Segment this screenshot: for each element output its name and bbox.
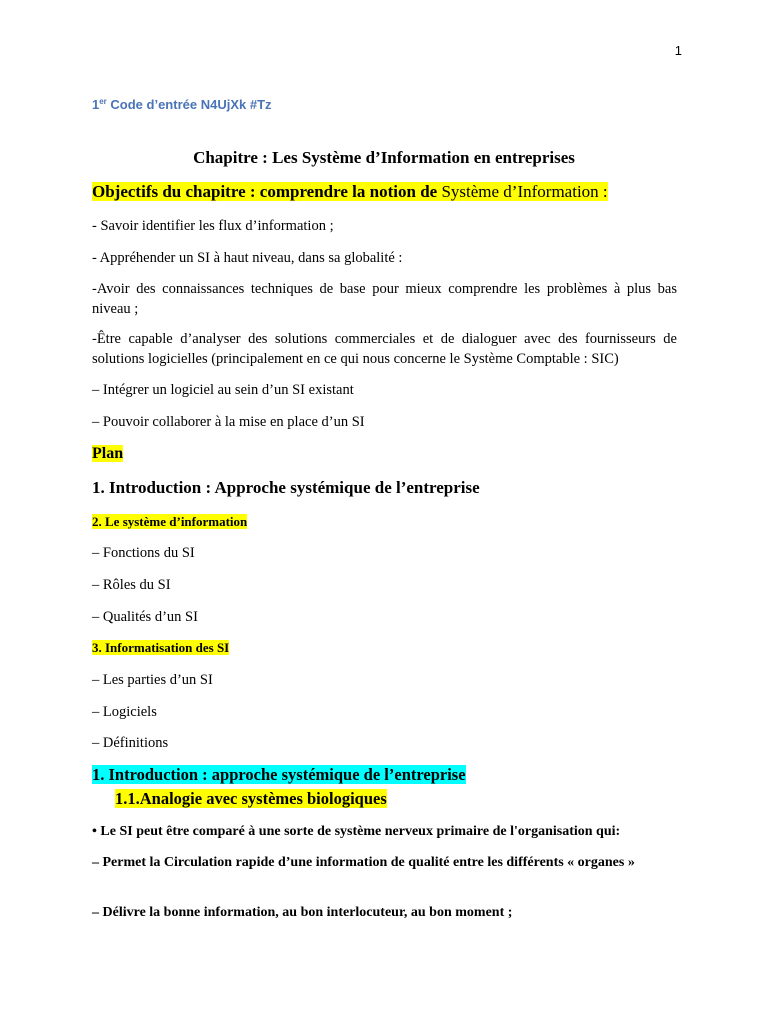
plan-list-item: – Définitions bbox=[92, 735, 169, 751]
goal-item: – Intégrer un logiciel au sein d’un SI existant bbox=[92, 382, 354, 398]
plan-list-item: – Fonctions du SI bbox=[92, 545, 195, 561]
goal-item: -Avoir des connaissances techniques de base pour mieux comprendre les problèmes à plus bas niveau ; bbox=[92, 281, 677, 317]
plan-section-2-heading: 2. Le système d’information bbox=[92, 514, 248, 529]
code-line-number: 1 bbox=[92, 97, 100, 112]
page-number: 1 bbox=[674, 43, 682, 58]
plan-list-item: – Qualités d’un SI bbox=[92, 609, 198, 625]
entry-code-line bbox=[92, 97, 272, 112]
plan-list-item: – Les parties d’un SI bbox=[92, 672, 213, 688]
objectives-bold-text: Objectifs du chapitre : comprendre la notion de bbox=[92, 182, 438, 201]
body-paragraph: • Le SI peut être comparé à une sorte de système nerveux primaire de l'organisation qui: bbox=[92, 824, 621, 839]
plan-list-item: – Logiciels bbox=[92, 704, 157, 720]
body-paragraph: – Délivre la bonne information, au bon interlocuteur, au bon moment ; bbox=[92, 905, 513, 920]
plan-intro-heading: 1. Introduction : Approche systémique de l’entreprise bbox=[92, 478, 480, 497]
objectives-normal-text: Système d’Information : bbox=[437, 182, 608, 201]
plan-section-3-heading: 3. Informatisation des SI bbox=[92, 640, 230, 655]
goal-item: -Être capable d’analyser des solutions commerciales et de dialoguer avec des fournisseurs de solutions logicielles (principalement en ce qui nous concerne le Système Comptable : SIC) bbox=[92, 331, 677, 367]
subsection-1-1-heading: 1.1.Analogie avec systèmes biologiques bbox=[115, 789, 387, 808]
section-1-heading: 1. Introduction : approche systémique de l’entreprise bbox=[92, 765, 466, 784]
plan-heading: Plan bbox=[92, 445, 124, 462]
goal-item: – Pouvoir collaborer à la mise en place d’un SI bbox=[92, 414, 365, 430]
goal-item: - Appréhender un SI à haut niveau, dans sa globalité : bbox=[92, 250, 403, 266]
code-line-text: Code d’entrée N4UjXk #Tz bbox=[106, 97, 272, 112]
code-line-superscript: er bbox=[99, 97, 107, 106]
chapter-title: Chapitre : Les Système d’Information en entreprises bbox=[193, 148, 575, 167]
objectives-heading bbox=[92, 182, 608, 202]
body-paragraph: – Permet la Circulation rapide d’une information de qualité entre les différents « organes » bbox=[92, 855, 635, 870]
plan-list-item: – Rôles du SI bbox=[92, 577, 171, 593]
goal-item: - Savoir identifier les flux d’information ; bbox=[92, 218, 334, 234]
